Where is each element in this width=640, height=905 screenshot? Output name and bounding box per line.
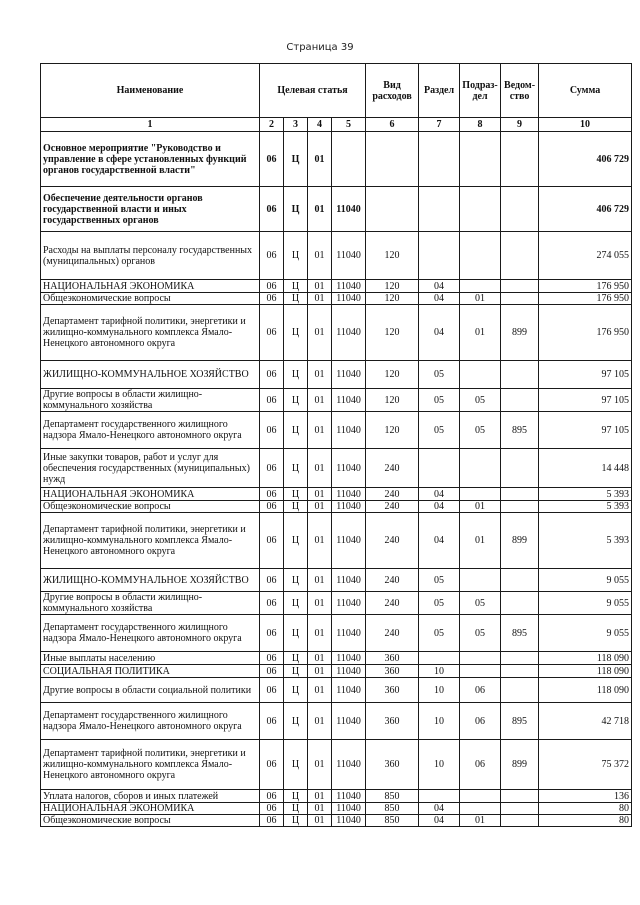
subsection-code (460, 187, 501, 232)
target-code-event: 01 (308, 449, 332, 488)
table-row (41, 513, 632, 569)
expense-type-code: 240 (366, 501, 419, 513)
target-code-event: 01 (308, 740, 332, 790)
target-code-subprogram: Ц (284, 389, 308, 412)
row-name: Другие вопросы в области жилищно-коммунального хозяйства (41, 592, 260, 615)
column-number-row (41, 118, 632, 132)
subsection-code: 05 (460, 615, 501, 652)
target-code-subprogram: Ц (284, 232, 308, 280)
target-code-subprogram: Ц (284, 280, 308, 293)
department-code (501, 187, 539, 232)
row-sum: 97 105 (539, 389, 632, 412)
target-code-program: 06 (260, 187, 284, 232)
target-code-direction: 11040 (332, 513, 366, 569)
section-code: 04 (419, 803, 460, 815)
row-sum: 118 090 (539, 665, 632, 678)
subsection-code: 01 (460, 815, 501, 827)
target-code-direction: 11040 (332, 652, 366, 665)
col-number: 8 (460, 118, 501, 132)
target-code-subprogram: Ц (284, 513, 308, 569)
table-row (41, 665, 632, 678)
expense-type-code: 850 (366, 803, 419, 815)
expense-type-code: 240 (366, 569, 419, 592)
section-code: 10 (419, 740, 460, 790)
expense-type-code: 240 (366, 488, 419, 501)
target-code-program: 06 (260, 815, 284, 827)
section-code: 04 (419, 293, 460, 305)
section-code: 04 (419, 305, 460, 361)
row-name: Другие вопросы в области жилищно-коммунального хозяйства (41, 389, 260, 412)
target-code-subprogram: Ц (284, 615, 308, 652)
target-code-direction: 11040 (332, 740, 366, 790)
target-code-event: 01 (308, 389, 332, 412)
row-sum: 176 950 (539, 293, 632, 305)
department-code: 899 (501, 305, 539, 361)
target-code-direction: 11040 (332, 790, 366, 803)
target-code-program: 06 (260, 740, 284, 790)
subsection-code: 06 (460, 678, 501, 703)
department-code (501, 449, 539, 488)
target-code-event: 01 (308, 665, 332, 678)
target-code-subprogram: Ц (284, 361, 308, 389)
target-code-direction (332, 132, 366, 187)
department-code (501, 665, 539, 678)
department-code (501, 232, 539, 280)
row-sum: 42 718 (539, 703, 632, 740)
section-code: 05 (419, 569, 460, 592)
table-row (41, 790, 632, 803)
subsection-code: 06 (460, 740, 501, 790)
target-code-subprogram: Ц (284, 665, 308, 678)
target-code-direction: 11040 (332, 305, 366, 361)
expense-type-code: 120 (366, 412, 419, 449)
section-code (419, 132, 460, 187)
target-code-program: 06 (260, 615, 284, 652)
table-row (41, 280, 632, 293)
subsection-code (460, 232, 501, 280)
expense-type-code: 360 (366, 665, 419, 678)
department-code (501, 501, 539, 513)
target-code-event: 01 (308, 615, 332, 652)
department-code (501, 678, 539, 703)
table-row (41, 815, 632, 827)
target-code-subprogram: Ц (284, 803, 308, 815)
section-code (419, 790, 460, 803)
target-code-event: 01 (308, 293, 332, 305)
col-number: 3 (284, 118, 308, 132)
section-code: 10 (419, 703, 460, 740)
expense-type-code: 240 (366, 615, 419, 652)
subsection-code (460, 569, 501, 592)
row-sum: 97 105 (539, 412, 632, 449)
department-code (501, 132, 539, 187)
department-code (501, 803, 539, 815)
target-code-event: 01 (308, 305, 332, 361)
row-name: Общеэкономические вопросы (41, 501, 260, 513)
row-name: Департамент тарифной политики, энергетики и жилищно-коммунального комплекса Ямало-Ненецкого автономного округа (41, 305, 260, 361)
section-code: 04 (419, 501, 460, 513)
target-code-subprogram: Ц (284, 488, 308, 501)
target-code-direction: 11040 (332, 280, 366, 293)
table-row (41, 132, 632, 187)
target-code-program: 06 (260, 513, 284, 569)
section-code: 04 (419, 513, 460, 569)
expense-type-code: 120 (366, 293, 419, 305)
row-sum: 5 393 (539, 513, 632, 569)
department-code (501, 389, 539, 412)
subsection-code: 05 (460, 389, 501, 412)
target-code-event: 01 (308, 592, 332, 615)
target-code-program: 06 (260, 305, 284, 361)
row-name: Иные закупки товаров, работ и услуг для обеспечения государственных (муниципальных) нужд (41, 449, 260, 488)
row-name: Обеспечение деятельности органов государственной власти и иных государственных органов (41, 187, 260, 232)
subsection-code (460, 665, 501, 678)
expense-type-code (366, 132, 419, 187)
target-code-program: 06 (260, 488, 284, 501)
col-header-subsection: Подраз- дел (460, 64, 501, 118)
department-code (501, 652, 539, 665)
row-sum: 9 055 (539, 592, 632, 615)
col-number: 4 (308, 118, 332, 132)
target-code-program: 06 (260, 293, 284, 305)
col-header-name: Наименование (41, 64, 260, 118)
row-name: Департамент тарифной политики, энергетики и жилищно-коммунального комплекса Ямало-Ненецкого автономного округа (41, 740, 260, 790)
row-name: Департамент государственного жилищного надзора Ямало-Ненецкого автономного округа (41, 615, 260, 652)
target-code-event: 01 (308, 361, 332, 389)
table-row (41, 678, 632, 703)
row-sum: 406 729 (539, 132, 632, 187)
row-name: Другие вопросы в области социальной политики (41, 678, 260, 703)
target-code-event: 01 (308, 187, 332, 232)
department-code (501, 790, 539, 803)
department-code (501, 569, 539, 592)
section-code: 05 (419, 615, 460, 652)
department-code (501, 361, 539, 389)
target-code-program: 06 (260, 678, 284, 703)
target-code-event: 01 (308, 703, 332, 740)
subsection-code: 05 (460, 592, 501, 615)
col-number: 7 (419, 118, 460, 132)
target-code-program: 06 (260, 703, 284, 740)
target-code-subprogram: Ц (284, 132, 308, 187)
page-number-header: Страница 39 (286, 42, 354, 53)
target-code-event: 01 (308, 412, 332, 449)
target-code-subprogram: Ц (284, 652, 308, 665)
target-code-direction: 11040 (332, 803, 366, 815)
section-code: 04 (419, 280, 460, 293)
row-name: Общеэкономические вопросы (41, 293, 260, 305)
row-sum: 14 448 (539, 449, 632, 488)
target-code-direction: 11040 (332, 412, 366, 449)
table-row (41, 615, 632, 652)
section-code: 04 (419, 815, 460, 827)
target-code-program: 06 (260, 449, 284, 488)
target-code-direction: 11040 (332, 592, 366, 615)
section-code: 05 (419, 389, 460, 412)
row-sum: 80 (539, 815, 632, 827)
target-code-subprogram: Ц (284, 187, 308, 232)
target-code-direction: 11040 (332, 678, 366, 703)
target-code-direction: 11040 (332, 361, 366, 389)
target-code-direction: 11040 (332, 703, 366, 740)
row-sum: 80 (539, 803, 632, 815)
target-code-subprogram: Ц (284, 815, 308, 827)
row-name: ЖИЛИЩНО-КОММУНАЛЬНОЕ ХОЗЯЙСТВО (41, 569, 260, 592)
target-code-event: 01 (308, 803, 332, 815)
target-code-direction: 11040 (332, 665, 366, 678)
expense-type-code: 360 (366, 652, 419, 665)
row-name: НАЦИОНАЛЬНАЯ ЭКОНОМИКА (41, 488, 260, 501)
subsection-code (460, 488, 501, 501)
target-code-subprogram: Ц (284, 790, 308, 803)
row-sum: 97 105 (539, 361, 632, 389)
table-row (41, 569, 632, 592)
subsection-code (460, 652, 501, 665)
row-name: Основное мероприятие "Руководство и управление в сфере установленных функций органов государственной власти" (41, 132, 260, 187)
expense-type-code: 360 (366, 703, 419, 740)
target-code-subprogram: Ц (284, 678, 308, 703)
target-code-direction: 11040 (332, 232, 366, 280)
subsection-code (460, 790, 501, 803)
row-sum: 176 950 (539, 305, 632, 361)
target-code-subprogram: Ц (284, 740, 308, 790)
target-code-event: 01 (308, 132, 332, 187)
target-code-program: 06 (260, 280, 284, 293)
col-number: 9 (501, 118, 539, 132)
expense-type-code: 120 (366, 305, 419, 361)
table-row (41, 488, 632, 501)
row-name: Департамент государственного жилищного надзора Ямало-Ненецкого автономного округа (41, 703, 260, 740)
target-code-program: 06 (260, 412, 284, 449)
table-row (41, 389, 632, 412)
target-code-subprogram: Ц (284, 592, 308, 615)
target-code-program: 06 (260, 389, 284, 412)
target-code-event: 01 (308, 652, 332, 665)
row-name: Департамент государственного жилищного надзора Ямало-Ненецкого автономного округа (41, 412, 260, 449)
target-code-direction: 11040 (332, 615, 366, 652)
target-code-program: 06 (260, 652, 284, 665)
row-name: ЖИЛИЩНО-КОММУНАЛЬНОЕ ХОЗЯЙСТВО (41, 361, 260, 389)
target-code-subprogram: Ц (284, 569, 308, 592)
target-code-direction: 11040 (332, 187, 366, 232)
col-number: 6 (366, 118, 419, 132)
subsection-code: 01 (460, 305, 501, 361)
table-header-row (41, 64, 632, 118)
target-code-program: 06 (260, 569, 284, 592)
table-row (41, 703, 632, 740)
department-code: 899 (501, 740, 539, 790)
subsection-code: 01 (460, 513, 501, 569)
target-code-event: 01 (308, 232, 332, 280)
table-row (41, 293, 632, 305)
target-code-subprogram: Ц (284, 703, 308, 740)
expense-type-code: 360 (366, 678, 419, 703)
expense-type-code: 120 (366, 389, 419, 412)
target-code-subprogram: Ц (284, 449, 308, 488)
table-row (41, 361, 632, 389)
expense-type-code: 120 (366, 280, 419, 293)
target-code-event: 01 (308, 513, 332, 569)
target-code-program: 06 (260, 361, 284, 389)
target-code-program: 06 (260, 790, 284, 803)
col-number: 5 (332, 118, 366, 132)
table-row (41, 232, 632, 280)
subsection-code: 01 (460, 293, 501, 305)
row-name: Расходы на выплаты персоналу государственных (муниципальных) органов (41, 232, 260, 280)
target-code-direction: 11040 (332, 501, 366, 513)
expense-type-code: 120 (366, 361, 419, 389)
department-code (501, 293, 539, 305)
expense-type-code: 850 (366, 790, 419, 803)
section-code (419, 449, 460, 488)
target-code-program: 06 (260, 592, 284, 615)
target-code-event: 01 (308, 569, 332, 592)
department-code: 895 (501, 615, 539, 652)
budget-table (40, 63, 632, 827)
section-code: 05 (419, 592, 460, 615)
department-code (501, 815, 539, 827)
target-code-program: 06 (260, 803, 284, 815)
target-code-event: 01 (308, 678, 332, 703)
col-header-target: Целевая статья (260, 64, 366, 118)
col-header-section: Раздел (419, 64, 460, 118)
section-code: 10 (419, 665, 460, 678)
target-code-subprogram: Ц (284, 501, 308, 513)
table-row (41, 412, 632, 449)
subsection-code (460, 803, 501, 815)
row-name: НАЦИОНАЛЬНАЯ ЭКОНОМИКА (41, 803, 260, 815)
row-sum: 274 055 (539, 232, 632, 280)
row-sum: 9 055 (539, 615, 632, 652)
section-code (419, 232, 460, 280)
table-row (41, 592, 632, 615)
target-code-direction: 11040 (332, 389, 366, 412)
col-header-dept: Ведом- ство (501, 64, 539, 118)
subsection-code (460, 280, 501, 293)
department-code: 895 (501, 412, 539, 449)
target-code-event: 01 (308, 790, 332, 803)
target-code-event: 01 (308, 815, 332, 827)
department-code (501, 280, 539, 293)
col-header-expense-type: Вид расходов (366, 64, 419, 118)
target-code-program: 06 (260, 501, 284, 513)
row-name: Иные выплаты населению (41, 652, 260, 665)
target-code-direction: 11040 (332, 293, 366, 305)
target-code-direction: 11040 (332, 488, 366, 501)
section-code (419, 652, 460, 665)
table-row (41, 449, 632, 488)
target-code-direction: 11040 (332, 569, 366, 592)
expense-type-code: 850 (366, 815, 419, 827)
expense-type-code (366, 187, 419, 232)
target-code-event: 01 (308, 280, 332, 293)
expense-type-code: 120 (366, 232, 419, 280)
expense-type-code: 240 (366, 592, 419, 615)
subsection-code: 06 (460, 703, 501, 740)
expense-type-code: 240 (366, 513, 419, 569)
subsection-code (460, 132, 501, 187)
row-sum: 406 729 (539, 187, 632, 232)
row-name: Общеэкономические вопросы (41, 815, 260, 827)
target-code-subprogram: Ц (284, 293, 308, 305)
section-code: 05 (419, 361, 460, 389)
row-name: Департамент тарифной политики, энергетики и жилищно-коммунального комплекса Ямало-Ненецкого автономного округа (41, 513, 260, 569)
col-number: 10 (539, 118, 632, 132)
expense-type-code: 240 (366, 449, 419, 488)
row-sum: 9 055 (539, 569, 632, 592)
row-sum: 5 393 (539, 501, 632, 513)
target-code-program: 06 (260, 665, 284, 678)
table-row (41, 305, 632, 361)
target-code-direction: 11040 (332, 449, 366, 488)
table-row (41, 501, 632, 513)
target-code-event: 01 (308, 488, 332, 501)
row-sum: 75 372 (539, 740, 632, 790)
target-code-event: 01 (308, 501, 332, 513)
department-code: 899 (501, 513, 539, 569)
row-name: СОЦИАЛЬНАЯ ПОЛИТИКА (41, 665, 260, 678)
target-code-program: 06 (260, 132, 284, 187)
subsection-code: 05 (460, 412, 501, 449)
col-header-sum: Сумма (539, 64, 632, 118)
department-code (501, 488, 539, 501)
section-code: 05 (419, 412, 460, 449)
subsection-code: 01 (460, 501, 501, 513)
section-code (419, 187, 460, 232)
table-row (41, 803, 632, 815)
table-row (41, 740, 632, 790)
target-code-subprogram: Ц (284, 412, 308, 449)
target-code-direction: 11040 (332, 815, 366, 827)
col-number: 1 (41, 118, 260, 132)
row-sum: 118 090 (539, 652, 632, 665)
col-number: 2 (260, 118, 284, 132)
row-sum: 176 950 (539, 280, 632, 293)
subsection-code (460, 361, 501, 389)
section-code: 10 (419, 678, 460, 703)
row-sum: 136 (539, 790, 632, 803)
row-sum: 118 090 (539, 678, 632, 703)
department-code (501, 592, 539, 615)
section-code: 04 (419, 488, 460, 501)
subsection-code (460, 449, 501, 488)
department-code: 895 (501, 703, 539, 740)
target-code-program: 06 (260, 232, 284, 280)
table-row (41, 187, 632, 232)
table-row (41, 652, 632, 665)
target-code-subprogram: Ц (284, 305, 308, 361)
expense-type-code: 360 (366, 740, 419, 790)
row-name: НАЦИОНАЛЬНАЯ ЭКОНОМИКА (41, 280, 260, 293)
row-sum: 5 393 (539, 488, 632, 501)
row-name: Уплата налогов, сборов и иных платежей (41, 790, 260, 803)
